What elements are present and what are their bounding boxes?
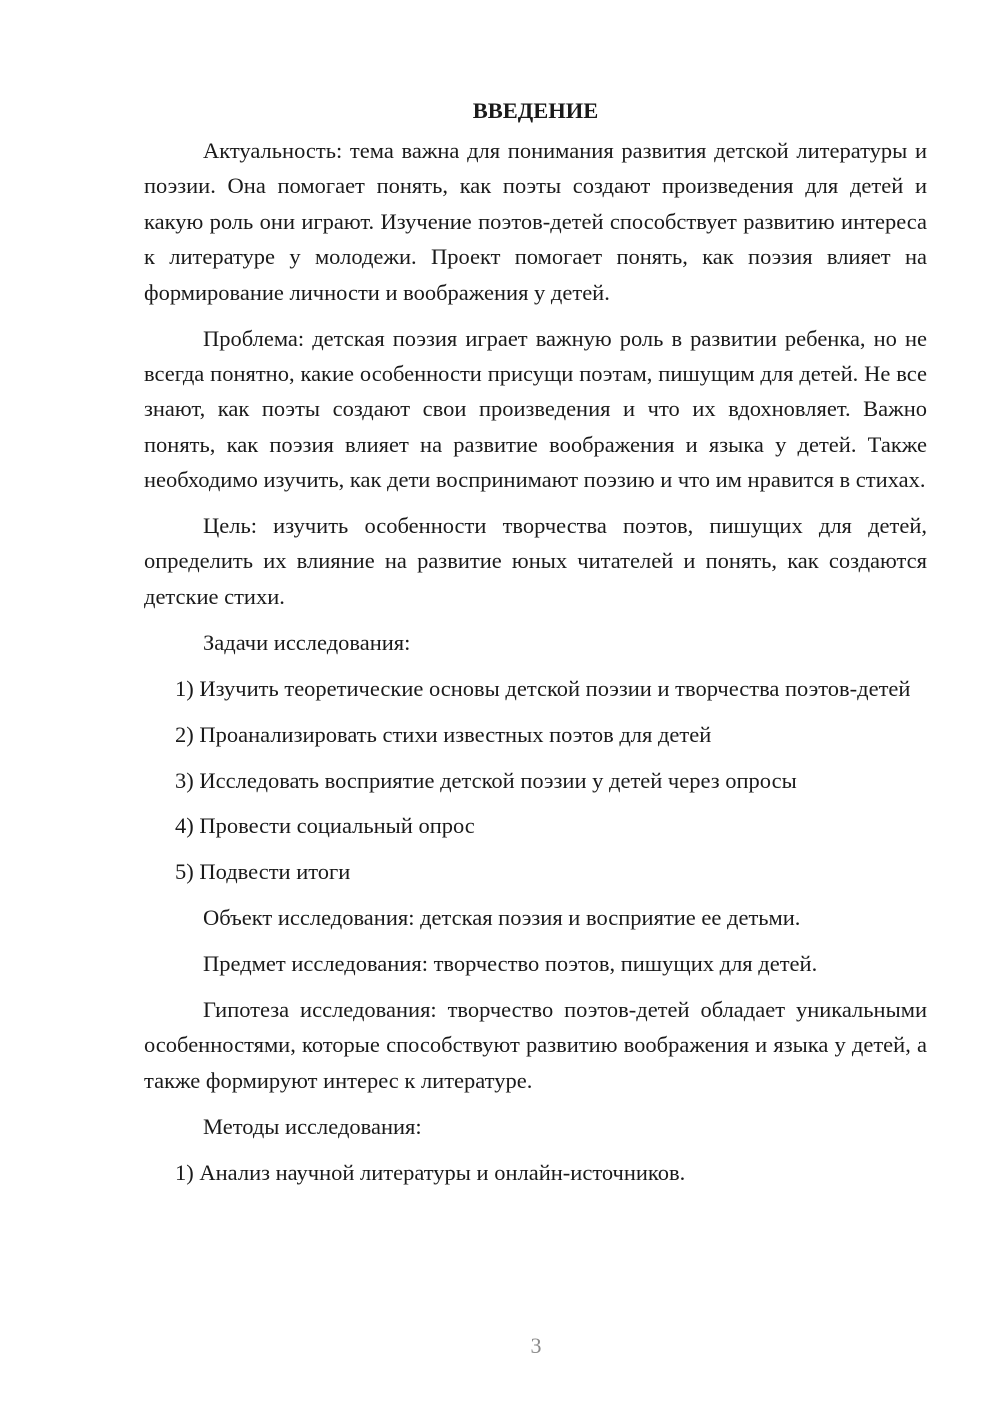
relevance-paragraph: Актуальность: тема важна для понимания развития детской литературы и поэзии. Она помогает понять, как поэты создают произведения для детей и какую роль они играют. Изучение поэтов-детей способствует развитию интереса к литературе у молодежи. Проект помогает понять, как поэзия влияет на формирование личности и воображения у детей. xyxy=(144,138,927,305)
subject-paragraph: Предмет исследования: творчество поэтов, пишущих для детей. xyxy=(203,951,818,977)
section-title: ВВЕДЕНИЕ xyxy=(472,98,599,123)
goal-paragraph: Цель: изучить особенности творчества поэтов, пишущих для детей, определить их влияние на развитие юных читателей и понять, как создаются детские стихи. xyxy=(144,513,927,609)
task-item-5: 5) Подвести итоги xyxy=(175,859,351,885)
task-item-4: 4) Провести социальный опрос xyxy=(175,813,475,839)
page-number: 3 xyxy=(530,1333,542,1358)
object-paragraph: Объект исследования: детская поэзия и восприятие ее детьми. xyxy=(203,905,801,931)
tasks-heading: Задачи исследования: xyxy=(203,629,411,655)
problem-paragraph: Проблема: детская поэзия играет важную роль в развитии ребенка, но не всегда понятно, какие особенности присущи поэтам, пишущим для детей. Не все знают, как поэты создают свои произведения и что их вдохновляет. Важно понять, как поэзия влияет на развитие воображения и языка у детей. Также необходимо изучить, как дети воспринимают поэзию и что им нравится в стихах. xyxy=(144,325,927,493)
methods-heading: Методы исследования: xyxy=(203,1113,422,1139)
method-item-1: 1) Анализ научной литературы и онлайн-источников. xyxy=(175,1159,686,1185)
page-body xyxy=(144,95,927,1201)
task-item-1: 1) Изучить теоретические основы детской поэзии и творчества поэтов-детей xyxy=(175,675,911,701)
hypothesis-paragraph: Гипотеза исследования: творчество поэтов-детей обладает уникальными особенностями, которые способствуют развитию воображения и языка у детей, а также формируют интерес к литературе. xyxy=(144,997,927,1093)
task-item-3: 3) Исследовать восприятие детской поэзии у детей через опросы xyxy=(175,767,797,793)
task-item-2: 2) Проанализировать стихи известных поэтов для детей xyxy=(175,721,712,747)
